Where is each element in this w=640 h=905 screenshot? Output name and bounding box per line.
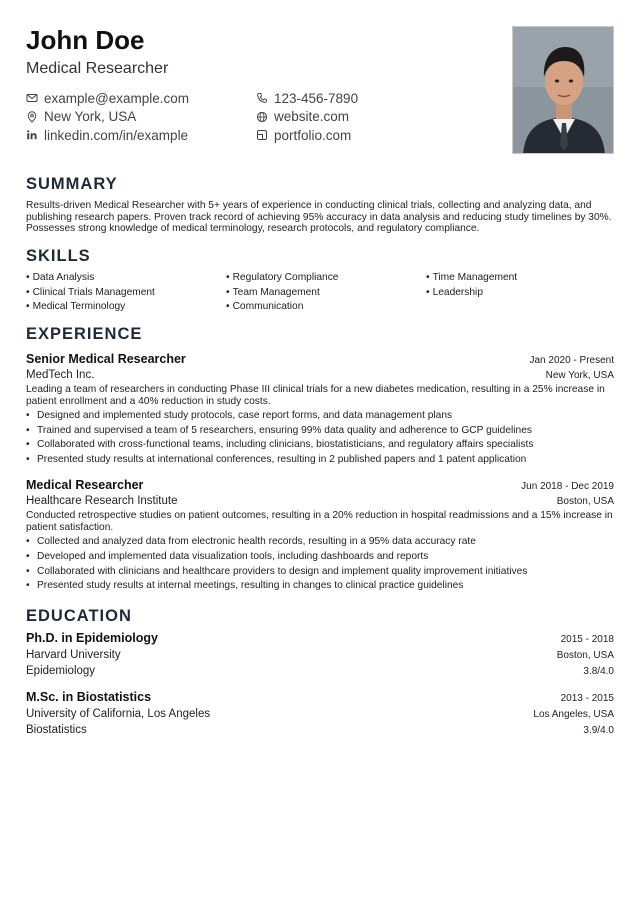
contact-website[interactable]: [256, 108, 456, 127]
job-entry: [26, 351, 614, 467]
job-location: Boston, USA: [556, 496, 614, 508]
degree-location: Los Angeles, USA: [533, 709, 614, 720]
phone-icon: [256, 92, 268, 104]
experience-heading: EXPERIENCE: [26, 325, 143, 343]
skills-column: [426, 271, 614, 315]
education-heading: EDUCATION: [26, 607, 132, 625]
summary-section: [26, 174, 614, 235]
job-title: Medical Researcher: [26, 478, 144, 493]
job-bullet: • Collaborated with clinicians and healthcare providers to design and implement quality improvement initiatives: [26, 565, 614, 580]
portrait-image: [513, 27, 614, 154]
degree-field: Biostatistics: [26, 724, 87, 736]
degree-field: Epidemiology: [26, 665, 96, 677]
location-pin-icon: [26, 111, 38, 123]
candidate-title: Medical Researcher: [26, 60, 169, 77]
job-description: Leading a team of researchers in conducting Phase III clinical trials for a new diabetes medication, resulting in a 25% increase in patient enrollment and a 40% reduction in study costs.: [26, 384, 605, 407]
skills-grid: [26, 271, 614, 315]
skill-item: • Data Analysis: [26, 271, 226, 286]
job-bullet: • Trained and supervised a team of 5 researchers, ensuring 99% data quality and adherence to GCP guidelines: [26, 424, 614, 439]
skills-column: [26, 271, 226, 315]
job-dates: Jan 2020 - Present: [529, 355, 614, 366]
job-title: Senior Medical Researcher: [26, 352, 186, 366]
job-bullet: • Designed and implemented study protocols, case report forms, and data management plans: [26, 409, 614, 424]
linkedin-icon: [26, 129, 38, 141]
job-bullets: [26, 535, 614, 593]
website-text: website.com: [274, 109, 350, 125]
contact-email[interactable]: [26, 89, 256, 108]
job-bullet: • Presented study results at internal meetings, resulting in changes to clinical practice guidelines: [26, 579, 614, 594]
job-entry: [26, 477, 614, 593]
candidate-name: John Doe: [26, 25, 145, 55]
degree-dates: 2013 - 2015: [560, 693, 614, 704]
email-text: example@example.com: [44, 90, 190, 106]
skill-item: • Clinical Trials Management: [26, 286, 226, 301]
degree-title: M.Sc. in Biostatistics: [26, 690, 152, 704]
globe-icon: [256, 111, 268, 123]
profile-photo: [512, 26, 614, 154]
skill-item: • Communication: [226, 300, 426, 315]
phone-text: 123-456-7890: [274, 90, 359, 106]
job-bullet: • Presented study results at international conferences, resulting in 2 published papers and 1 patent application: [26, 453, 614, 468]
job-bullet: • Developed and implemented data visualization tools, including dashboards and reports: [26, 550, 614, 565]
degree-dates: 2015 - 2018: [560, 634, 614, 645]
degree-entry: [26, 689, 614, 738]
degree-school: Harvard University: [26, 649, 121, 661]
skill-item: • Leadership: [426, 286, 614, 301]
job-company: Healthcare Research Institute: [26, 495, 178, 508]
portfolio-icon: [256, 129, 268, 141]
job-bullets: [26, 409, 614, 467]
degree-school: University of California, Los Angeles: [26, 708, 211, 720]
degree-entry: [26, 630, 614, 679]
job-dates: Jun 2018 - Dec 2019: [521, 481, 614, 493]
linkedin-text: linkedin.com/in/example: [44, 127, 189, 143]
degree-gpa: 3.9/4.0: [583, 725, 614, 736]
job-bullet: • Collaborated with cross-functional teams, including clinicians, biostatisticians, and regulatory affairs specialists: [26, 438, 614, 453]
skill-item: • Team Management: [226, 286, 426, 301]
job-location: New York, USA: [545, 370, 614, 381]
job-company: MedTech Inc.: [26, 369, 95, 381]
skill-item: • Regulatory Compliance: [226, 271, 426, 286]
degree-gpa: 3.8/4.0: [583, 666, 614, 677]
portfolio-text: portfolio.com: [274, 127, 352, 143]
contact-phone[interactable]: [256, 89, 456, 108]
contact-portfolio[interactable]: [256, 126, 456, 145]
degree-title: Ph.D. in Epidemiology: [26, 631, 158, 645]
skills-column: [226, 271, 426, 315]
contact-linkedin[interactable]: [26, 126, 256, 145]
location-text: New York, USA: [44, 109, 137, 125]
summary-text: Results-driven Medical Researcher with 5+ years of experience in conducting clinical trials, collecting and analyzing data, and publishing research papers. Proven track record of achieving 95% accuracy in data analysis and reducing study timelines by 30%. Possesses strong knowledge of medical terminology, research protocols, and regulatory compliance.: [26, 200, 612, 234]
contact-location: [26, 108, 256, 127]
skill-item: • Medical Terminology: [26, 300, 226, 315]
skill-item: • Time Management: [426, 271, 614, 286]
summary-heading: SUMMARY: [26, 175, 118, 193]
skills-heading: SKILLS: [26, 247, 91, 265]
experience-section: [26, 324, 614, 594]
education-section: [26, 606, 614, 738]
job-description: Conducted retrospective studies on patient outcomes, resulting in a 20% reduction in hospital readmissions and a 15% increase in patient satisfaction.: [26, 510, 613, 533]
skills-section: [26, 246, 614, 315]
mail-icon: [26, 92, 38, 104]
degree-location: Boston, USA: [556, 650, 614, 661]
job-bullet: • Collected and analyzed data from electronic health records, resulting in a 95% data accuracy rate: [26, 535, 614, 550]
